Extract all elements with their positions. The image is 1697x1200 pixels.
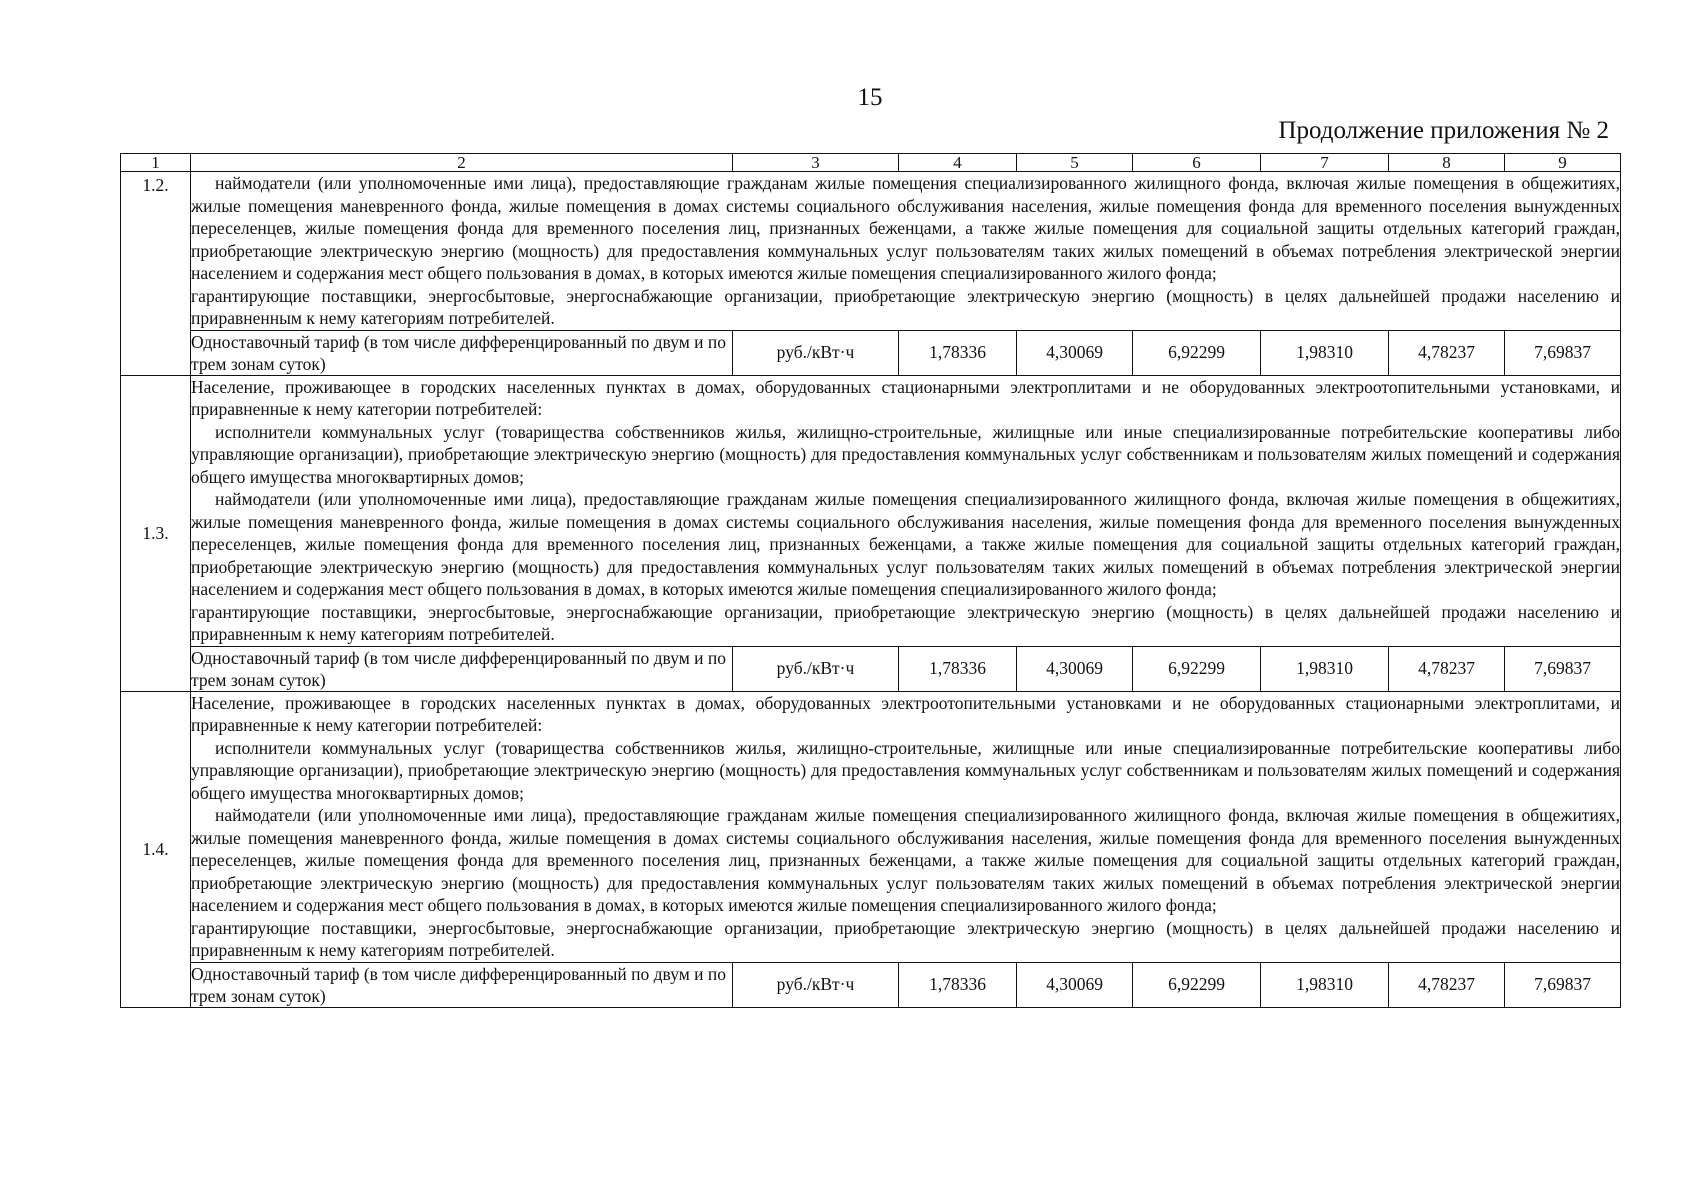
tariff-value: 4,30069 — [1017, 962, 1133, 1007]
consumer-category-description — [191, 691, 1621, 962]
tariff-name: Одноставочный тариф (в том числе дифференцированный по двум и по трем зонам суток) — [191, 646, 733, 691]
tariff-value: 1,98310 — [1261, 962, 1389, 1007]
tariff-row — [121, 330, 1621, 375]
column-header: 4 — [899, 154, 1017, 172]
consumer-category-description — [191, 375, 1621, 646]
tariff-value: 7,69837 — [1505, 646, 1621, 691]
tariff-row — [121, 646, 1621, 691]
tariff-value: 1,98310 — [1261, 330, 1389, 375]
tariff-name: Одноставочный тариф (в том числе дифференцированный по двум и по трем зонам суток) — [191, 962, 733, 1007]
description-paragraph: гарантирующие поставщики, энергосбытовые, энергоснабжающие организации, приобретающие электрическую энергию (мощность) в целях дальнейшей продажи населению и приравненным к нему категориям потребителей. — [191, 601, 1620, 644]
tariff-value: 7,69837 — [1505, 330, 1621, 375]
tariff-value: 6,92299 — [1133, 330, 1261, 375]
description-paragraph: наймодатели (или уполномоченные ими лица), предоставляющие гражданам жилые помещения специализированного жилищного фонда, включая жилые помещения в общежитиях, жилые помещения маневренного фонда, жилые помещения в домах системы социального обслуживания населения, жилые помещения фонда для временного поселения вынужденных переселенцев, жилые помещения фонда для временного поселения лиц, признанных беженцами, а также жилые помещения для социальной защиты отдельных категорий граждан, приобретающие электрическую энергию (мощность) для предоставления коммунальных услуг пользователям таких жилых помещений в объемах потребления электрической энергии населением и содержания мест общего пользования в домах, в которых имеются жилые помещения специализированного жилого фонда; — [191, 489, 1620, 599]
tariff-value: 6,92299 — [1133, 962, 1261, 1007]
tariff-value: 7,69837 — [1505, 962, 1621, 1007]
tariff-table — [120, 153, 1621, 1008]
column-header: 2 — [191, 154, 733, 172]
consumer-category-description — [191, 172, 1621, 331]
tariff-unit: руб./кВт·ч — [733, 330, 899, 375]
tariff-value: 4,30069 — [1017, 330, 1133, 375]
tariff-value: 4,30069 — [1017, 646, 1133, 691]
row-number: 1.4. — [121, 691, 191, 1007]
tariff-value: 4,78237 — [1389, 962, 1505, 1007]
table-row — [121, 691, 1621, 962]
table-row — [121, 172, 1621, 331]
tariff-value: 1,78336 — [899, 646, 1017, 691]
page-number: 15 — [857, 84, 883, 111]
row-number: 1.2. — [121, 172, 191, 376]
description-paragraph: Население, проживающее в городских населенных пунктах в домах, оборудованных электроотопительными установками и не оборудованных стационарными электроплитами, и приравненные к нему категории потребителей: — [191, 692, 1620, 735]
tariff-row — [121, 962, 1621, 1007]
row-number: 1.3. — [121, 375, 191, 691]
tariff-unit: руб./кВт·ч — [733, 646, 899, 691]
description-paragraph: гарантирующие поставщики, энергосбытовые, энергоснабжающие организации, приобретающие электрическую энергию (мощность) в целях дальнейшей продажи населению и приравненным к нему категориям потребителей. — [191, 917, 1620, 960]
column-header: 1 — [121, 154, 191, 172]
description-paragraph: Население, проживающее в городских населенных пунктах в домах, оборудованных стационарными электроплитами и не оборудованных электроотопительными установками, и приравненные к нему категории потребителей: — [191, 376, 1620, 419]
tariff-value: 1,78336 — [899, 330, 1017, 375]
table-row — [121, 375, 1621, 646]
tariff-value: 1,78336 — [899, 962, 1017, 1007]
description-paragraph: исполнители коммунальных услуг (товарищества собственников жилья, жилищно-строительные, жилищные или иные специализированные потребительские кооперативы либо управляющие организации), приобретающие электрическую энергию (мощность) для предоставления коммунальных услуг собственникам и пользователям жилых помещений и содержания общего имущества многоквартирных домов; — [191, 737, 1620, 803]
tariff-value: 1,98310 — [1261, 646, 1389, 691]
column-header: 9 — [1505, 154, 1621, 172]
tariff-value: 4,78237 — [1389, 330, 1505, 375]
description-paragraph: наймодатели (или уполномоченные ими лица), предоставляющие гражданам жилые помещения специализированного жилищного фонда, включая жилые помещения в общежитиях, жилые помещения маневренного фонда, жилые помещения в домах системы социального обслуживания населения, жилые помещения фонда для временного поселения вынужденных переселенцев, жилые помещения фонда для временного поселения лиц, признанных беженцами, а также жилые помещения для социальной защиты отдельных категорий граждан, приобретающие электрическую энергию (мощность) для предоставления коммунальных услуг пользователям таких жилых помещений в объемах потребления электрической энергии населением и содержания мест общего пользования в домах, в которых имеются жилые помещения специализированного жилого фонда; — [191, 173, 1620, 283]
column-header: 6 — [1133, 154, 1261, 172]
tariff-name: Одноставочный тариф (в том числе дифференцированный по двум и по трем зонам суток) — [191, 330, 733, 375]
column-header: 8 — [1389, 154, 1505, 172]
tariff-value: 6,92299 — [1133, 646, 1261, 691]
column-number-row — [121, 154, 1621, 172]
appendix-continuation-title: Продолжение приложения № 2 — [1278, 117, 1609, 144]
description-paragraph: гарантирующие поставщики, энергосбытовые, энергоснабжающие организации, приобретающие электрическую энергию (мощность) в целях дальнейшей продажи населению и приравненным к нему категориям потребителей. — [191, 285, 1620, 328]
column-header: 5 — [1017, 154, 1133, 172]
tariff-unit: руб./кВт·ч — [733, 962, 899, 1007]
description-paragraph: наймодатели (или уполномоченные ими лица), предоставляющие гражданам жилые помещения специализированного жилищного фонда, включая жилые помещения в общежитиях, жилые помещения маневренного фонда, жилые помещения в домах системы социального обслуживания населения, жилые помещения фонда для временного поселения вынужденных переселенцев, жилые помещения фонда для временного поселения лиц, признанных беженцами, а также жилые помещения для социальной защиты отдельных категорий граждан, приобретающие электрическую энергию (мощность) для предоставления коммунальных услуг пользователям таких жилых помещений в объемах потребления электрической энергии населением и содержания мест общего пользования в домах, в которых имеются жилые помещения специализированного жилого фонда; — [191, 805, 1620, 915]
description-paragraph: исполнители коммунальных услуг (товарищества собственников жилья, жилищно-строительные, жилищные или иные специализированные потребительские кооперативы либо управляющие организации), приобретающие электрическую энергию (мощность) для предоставления коммунальных услуг собственникам и пользователям жилых помещений и содержания общего имущества многоквартирных домов; — [191, 421, 1620, 487]
tariff-value: 4,78237 — [1389, 646, 1505, 691]
column-header: 3 — [733, 154, 899, 172]
column-header: 7 — [1261, 154, 1389, 172]
